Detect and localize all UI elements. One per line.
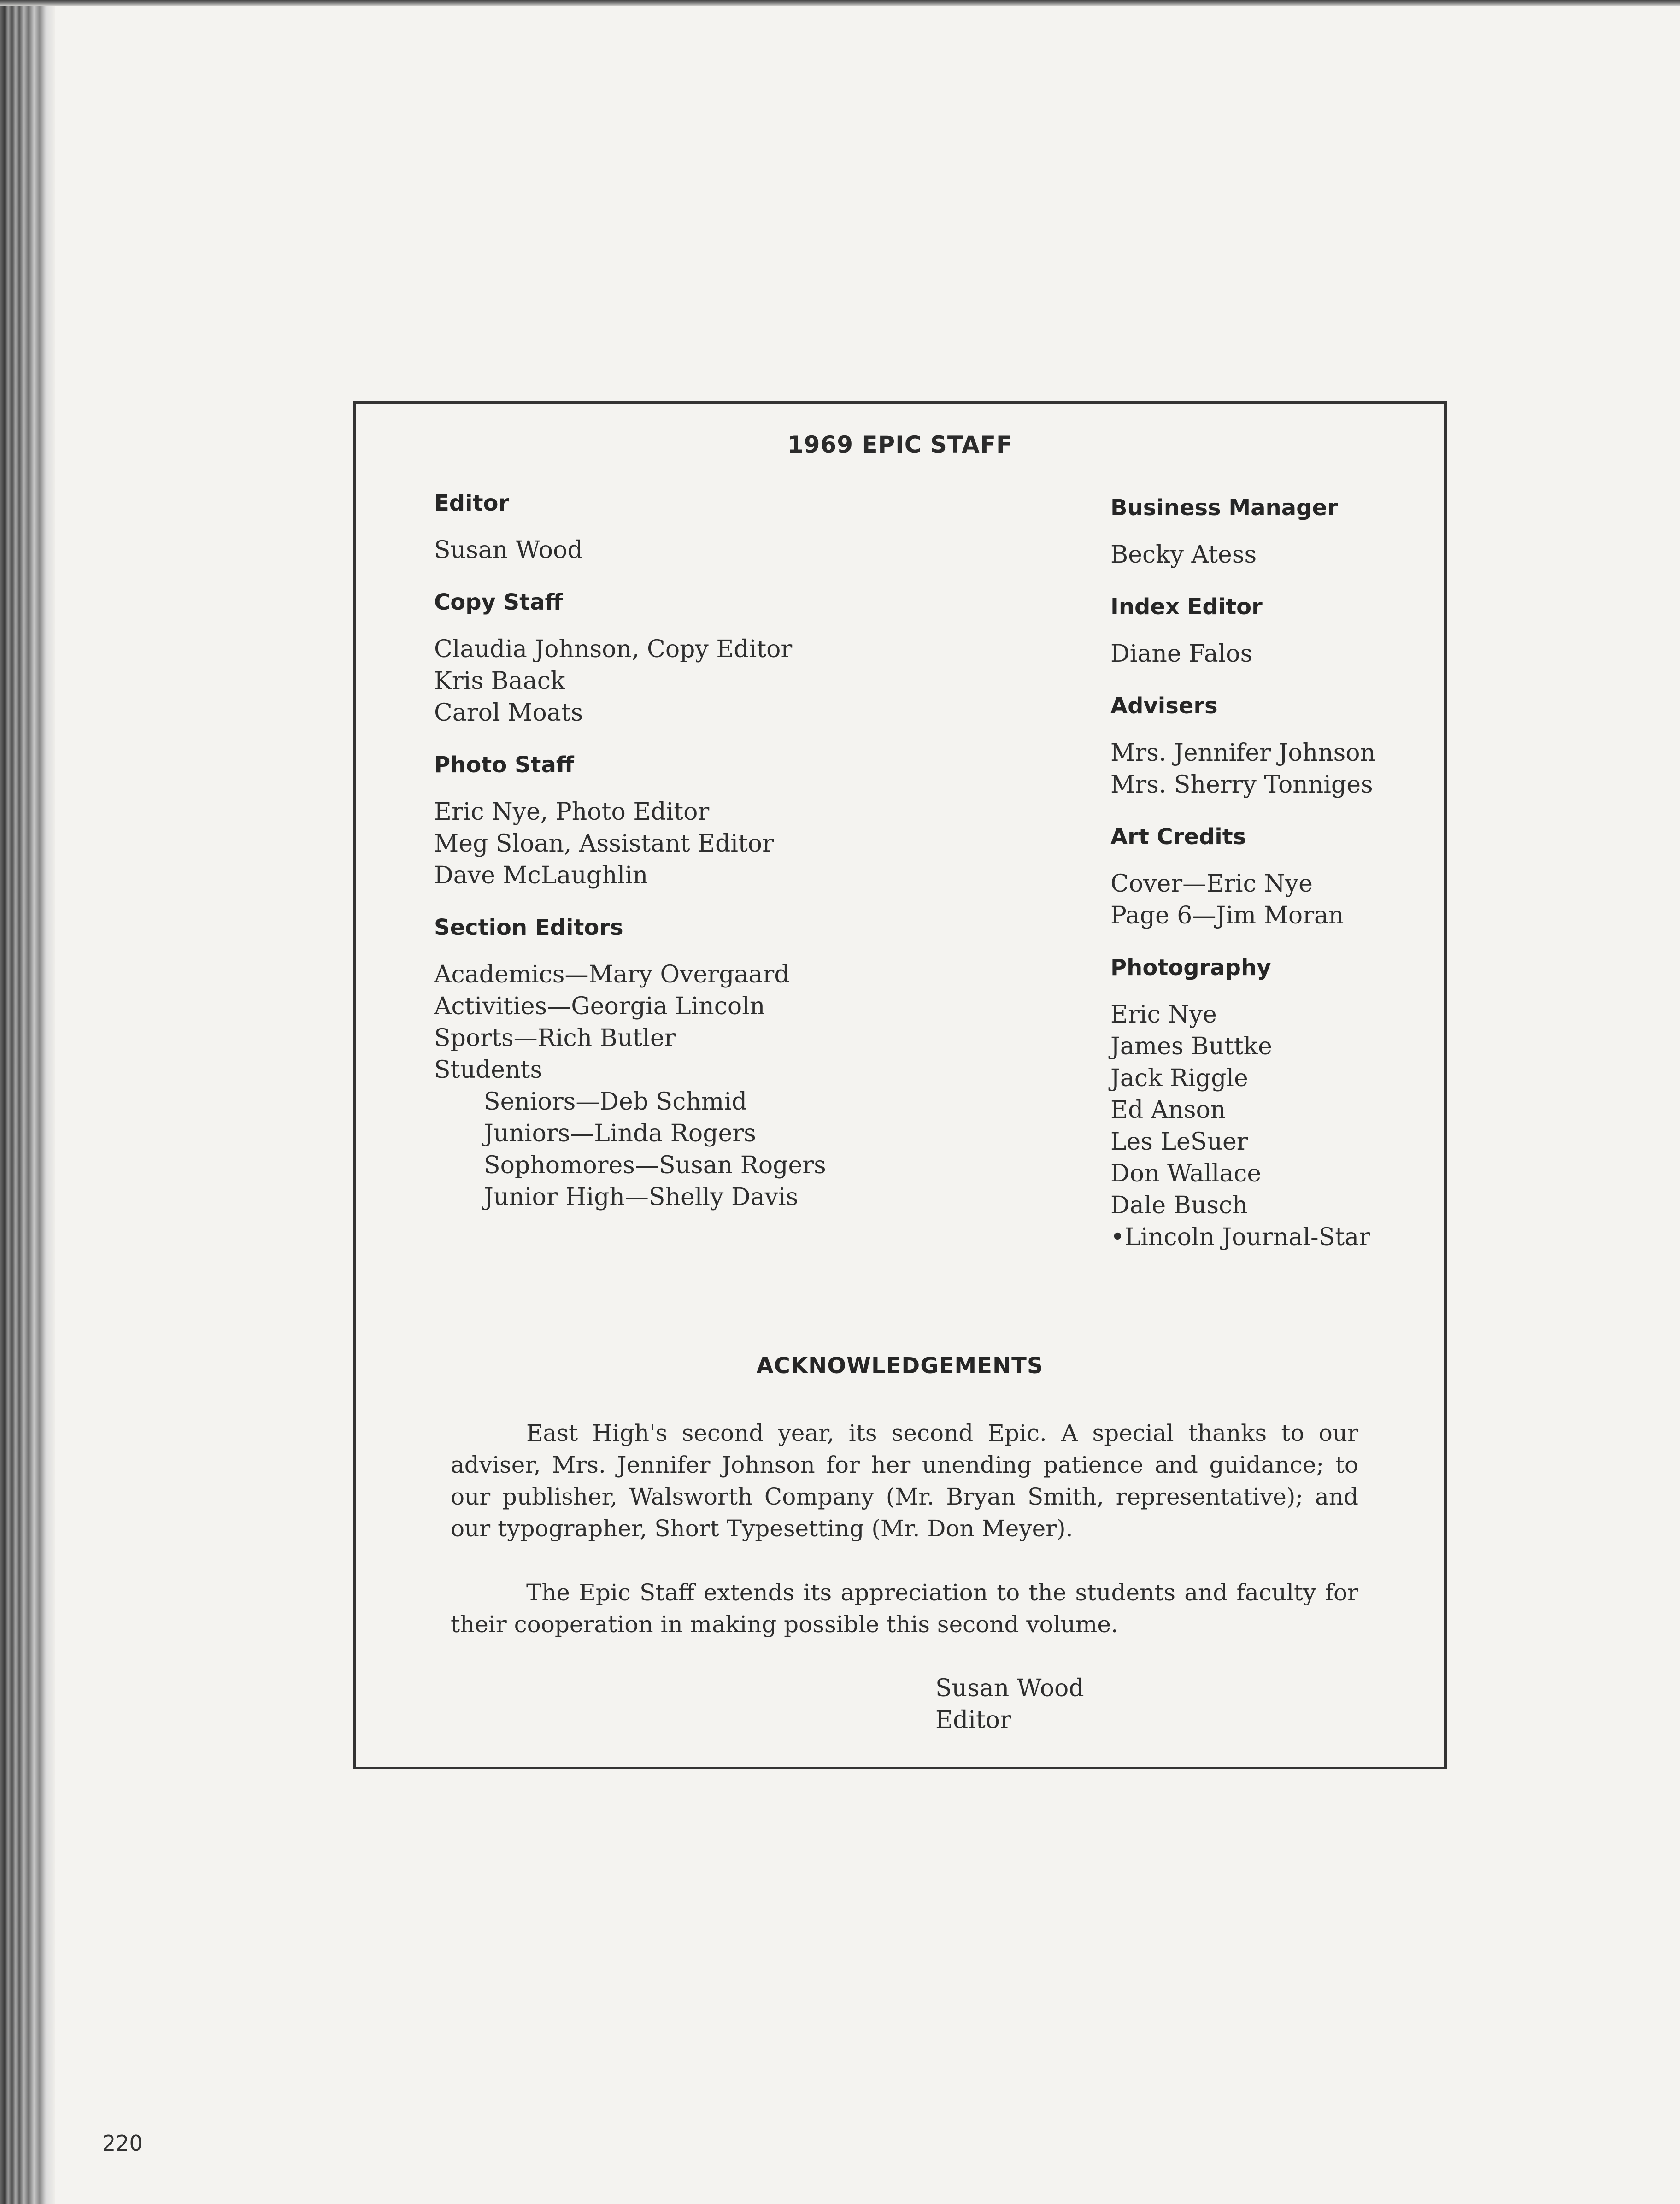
staff-name: Mrs. Jennifer Johnson — [1110, 739, 1376, 767]
section-heading: Index Editor — [1110, 594, 1263, 620]
section-heading: Section Editors — [434, 915, 623, 940]
staff-name: Mrs. Sherry Tonniges — [1110, 771, 1373, 799]
section-heading: Photography — [1110, 955, 1271, 981]
staff-left-column — [434, 489, 987, 1235]
staff-section-photography — [1110, 954, 1433, 1253]
acknowledgements-paragraph: East High's second year, its second Epic. A special thanks to our adviser, Mrs. Jennifer Johnson for her unending patience and guidance; to our publisher, Walsworth Company (Mr. Bryan Smith, representative); and our typographer, Short Typesetting (Mr. Don Meyer). — [451, 1420, 1358, 1542]
staff-name: Junior High—Shelly Davis — [484, 1183, 799, 1211]
staff-name: Dave McLaughlin — [434, 862, 648, 889]
staff-name: Cover—Eric Nye — [1110, 870, 1313, 898]
staff-section-photo-staff — [434, 751, 987, 892]
book-binding — [0, 0, 55, 2204]
staff-section-section-editors — [434, 914, 987, 1213]
signature-title: Editor — [935, 1706, 1011, 1734]
staff-name: Sports—Rich Butler — [434, 1024, 676, 1052]
staff-name: Susan Wood — [434, 536, 583, 564]
staff-title: 1969 EPIC STAFF — [787, 431, 1013, 458]
page-top-edge — [0, 0, 1680, 6]
staff-section-editor — [434, 489, 987, 566]
section-heading: Advisers — [1110, 693, 1218, 719]
staff-section-advisers — [1110, 692, 1433, 801]
staff-name: Ed Anson — [1110, 1096, 1226, 1124]
section-heading: Business Manager — [1110, 495, 1338, 521]
staff-name: Don Wallace — [1110, 1160, 1262, 1187]
staff-name: James Buttke — [1110, 1033, 1272, 1060]
signature-name: Susan Wood — [935, 1675, 1084, 1702]
staff-name: Claudia Johnson, Copy Editor — [434, 635, 793, 663]
staff-name: Meg Sloan, Assistant Editor — [434, 830, 774, 858]
staff-name: Students — [434, 1056, 543, 1084]
staff-section-copy-staff — [434, 588, 987, 729]
staff-name: Carol Moats — [434, 699, 583, 727]
acknowledgements-title: ACKNOWLEDGEMENTS — [756, 1353, 1044, 1379]
staff-name: Page 6—Jim Moran — [1110, 902, 1344, 929]
staff-box — [353, 401, 1447, 1769]
staff-name: Jack Riggle — [1110, 1064, 1248, 1092]
staff-name: Eric Nye — [1110, 1001, 1217, 1029]
staff-section-business-manager — [1110, 494, 1433, 571]
staff-name: Academics—Mary Overgaard — [434, 961, 790, 988]
staff-name: Dale Busch — [1110, 1192, 1248, 1219]
staff-section-art-credits — [1110, 823, 1433, 932]
staff-name: Juniors—Linda Rogers — [484, 1120, 756, 1147]
section-heading: Copy Staff — [434, 589, 563, 615]
staff-name: Eric Nye, Photo Editor — [434, 798, 710, 826]
staff-name: •Lincoln Journal-Star — [1110, 1223, 1370, 1251]
section-heading: Photo Staff — [434, 752, 574, 778]
staff-name: Les LeSuer — [1110, 1128, 1248, 1156]
staff-right-column — [1110, 494, 1433, 1275]
page-number: 220 — [102, 2131, 143, 2156]
staff-name: Kris Baack — [434, 667, 565, 695]
staff-name: Becky Atess — [1110, 541, 1257, 569]
staff-name: Diane Falos — [1110, 640, 1253, 668]
signature-block — [935, 1673, 1084, 1736]
staff-name: Seniors—Deb Schmid — [484, 1088, 747, 1116]
section-heading: Editor — [434, 490, 510, 516]
staff-name: Activities—Georgia Lincoln — [434, 993, 765, 1020]
staff-name: Sophomores—Susan Rogers — [484, 1152, 826, 1179]
acknowledgements-paragraph: The Epic Staff extends its appreciation to the students and faculty for their cooperation in making possible this second volume. — [451, 1579, 1358, 1638]
section-heading: Art Credits — [1110, 824, 1246, 850]
staff-section-index-editor — [1110, 593, 1433, 670]
